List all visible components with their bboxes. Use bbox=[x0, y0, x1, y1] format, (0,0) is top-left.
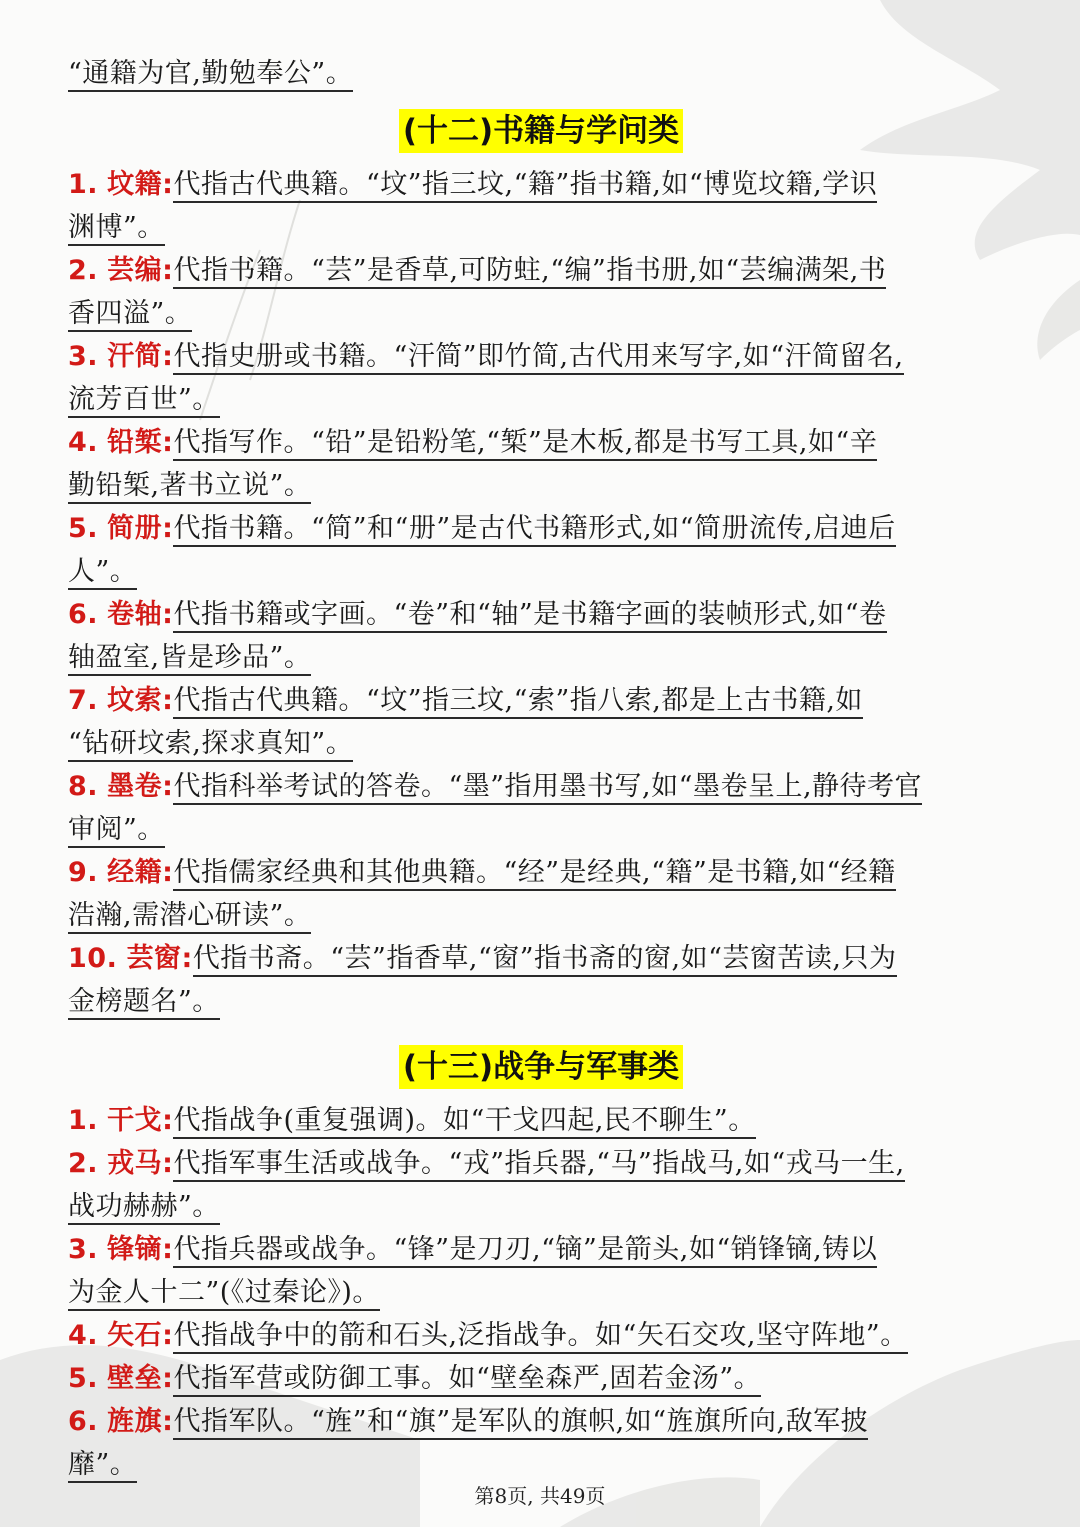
item-colon: : bbox=[162, 1320, 174, 1351]
list-item bbox=[68, 1400, 1014, 1486]
item-colon: : bbox=[162, 1105, 174, 1136]
list-item bbox=[68, 249, 1014, 335]
item-colon: : bbox=[162, 1363, 174, 1394]
item-definition-cont: 勤铅椠,著书立说”。 bbox=[68, 470, 311, 504]
list-item bbox=[68, 1357, 1014, 1400]
item-definition-cont: “钻研坟索,探求真知”。 bbox=[68, 728, 353, 762]
item-definition: 代指科举考试的答卷。“墨”指用墨书写,如“墨卷呈上,静待考官 bbox=[173, 771, 922, 805]
item-term: 坟索 bbox=[107, 685, 163, 716]
section-12-list bbox=[68, 163, 1014, 1023]
item-number: 9. bbox=[68, 857, 99, 888]
item-term: 简册 bbox=[107, 513, 163, 544]
item-term: 芸编 bbox=[107, 255, 163, 286]
item-number: 3. bbox=[68, 1234, 99, 1265]
list-item bbox=[68, 1142, 1014, 1228]
item-number: 4. bbox=[68, 427, 99, 458]
item-colon: : bbox=[162, 685, 174, 716]
list-item bbox=[68, 421, 1014, 507]
item-colon: : bbox=[162, 857, 174, 888]
item-definition: 代指兵器或战争。“锋”是刀刃,“镝”是箭头,如“销锋镝,铸以 bbox=[173, 1234, 877, 1268]
section-13-list bbox=[68, 1099, 1014, 1486]
item-colon: : bbox=[162, 1406, 174, 1437]
item-definition-cont: 战功赫赫”。 bbox=[68, 1191, 220, 1225]
item-definition-cont: 金榜题名”。 bbox=[68, 986, 220, 1020]
item-colon: : bbox=[181, 943, 193, 974]
item-definition-cont: 人”。 bbox=[68, 556, 137, 590]
item-term: 旌旗 bbox=[107, 1406, 163, 1437]
item-number: 1. bbox=[68, 1105, 99, 1136]
item-definition: 代指书籍。“芸”是香草,可防蛀,“编”指书册,如“芸编满架,书 bbox=[173, 255, 886, 289]
item-colon: : bbox=[162, 599, 174, 630]
item-term: 墨卷 bbox=[107, 771, 163, 802]
item-number: 3. bbox=[68, 341, 99, 372]
item-colon: : bbox=[162, 1148, 174, 1179]
item-number: 2. bbox=[68, 255, 99, 286]
item-number: 6. bbox=[68, 1406, 99, 1437]
list-item bbox=[68, 1314, 1014, 1357]
item-definition: 代指军队。“旌”和“旗”是军队的旗帜,如“旌旗所向,敌军披 bbox=[173, 1406, 868, 1440]
item-number: 5. bbox=[68, 1363, 99, 1394]
item-definition-cont: 为金人十二”(《过秦论》)。 bbox=[68, 1277, 380, 1311]
item-definition: 代指写作。“铅”是铅粉笔,“椠”是木板,都是书写工具,如“辛 bbox=[173, 427, 877, 461]
list-item bbox=[68, 593, 1014, 679]
section-13-heading bbox=[68, 1033, 1014, 1101]
item-term: 壁垒 bbox=[107, 1363, 163, 1394]
item-definition: 代指古代典籍。“坟”指三坟,“籍”指书籍,如“博览坟籍,学识 bbox=[173, 169, 877, 203]
list-item bbox=[68, 163, 1014, 249]
item-definition: 代指书籍。“简”和“册”是古代书籍形式,如“简册流传,启迪后 bbox=[173, 513, 895, 547]
item-definition-cont: 渊博”。 bbox=[68, 212, 165, 246]
item-number: 7. bbox=[68, 685, 99, 716]
item-colon: : bbox=[162, 169, 174, 200]
item-definition-cont: 轴盈室,皆是珍品”。 bbox=[68, 642, 311, 676]
list-item bbox=[68, 937, 1014, 1023]
item-definition-cont: 靡”。 bbox=[68, 1449, 137, 1483]
item-number: 8. bbox=[68, 771, 99, 802]
item-term: 卷轴 bbox=[107, 599, 163, 630]
section-12-title: (十二)书籍与学问类 bbox=[399, 109, 683, 153]
item-definition: 代指史册或书籍。“汗简”即竹简,古代用来写字,如“汗简留名, bbox=[173, 341, 903, 375]
item-definition: 代指军事生活或战争。“戎”指兵器,“马”指战马,如“戎马一生, bbox=[173, 1148, 904, 1182]
item-definition-cont: 审阅”。 bbox=[68, 814, 165, 848]
item-definition: 代指书籍或字画。“卷”和“轴”是书籍字画的装帧形式,如“卷 bbox=[173, 599, 886, 633]
list-item bbox=[68, 765, 1014, 851]
item-colon: : bbox=[162, 1234, 174, 1265]
list-item bbox=[68, 335, 1014, 421]
item-term: 干戈 bbox=[107, 1105, 163, 1136]
item-colon: : bbox=[162, 771, 174, 802]
item-term: 锋镝 bbox=[107, 1234, 163, 1265]
list-item bbox=[68, 679, 1014, 765]
item-definition: 代指军营或防御工事。如“壁垒森严,固若金汤”。 bbox=[173, 1363, 761, 1397]
list-item bbox=[68, 1228, 1014, 1314]
page-number-footer: 第8页, 共49页 bbox=[474, 1484, 606, 1508]
item-colon: : bbox=[162, 341, 174, 372]
item-definition-cont: 流芳百世”。 bbox=[68, 384, 220, 418]
intro-text: “通籍为官,勤勉奉公”。 bbox=[68, 58, 353, 92]
item-term: 经籍 bbox=[107, 857, 163, 888]
document-page bbox=[68, 52, 1014, 1486]
item-definition-cont: 香四溢”。 bbox=[68, 298, 192, 332]
item-definition-cont: 浩瀚,需潜心研读”。 bbox=[68, 900, 311, 934]
item-definition: 代指战争(重复强调)。如“干戈四起,民不聊生”。 bbox=[173, 1105, 755, 1139]
item-term: 芸窗 bbox=[126, 943, 182, 974]
item-definition: 代指古代典籍。“坟”指三坟,“索”指八索,都是上古书籍,如 bbox=[173, 685, 862, 719]
item-number: 6. bbox=[68, 599, 99, 630]
list-item bbox=[68, 851, 1014, 937]
item-term: 坟籍 bbox=[107, 169, 163, 200]
item-number: 5. bbox=[68, 513, 99, 544]
section-12-heading bbox=[68, 97, 1014, 165]
item-term: 矢石 bbox=[107, 1320, 163, 1351]
item-definition: 代指儒家经典和其他典籍。“经”是经典,“籍”是书籍,如“经籍 bbox=[173, 857, 895, 891]
section-13-title: (十三)战争与军事类 bbox=[399, 1045, 683, 1089]
item-number: 2. bbox=[68, 1148, 99, 1179]
item-term: 戎马 bbox=[107, 1148, 163, 1179]
item-number: 4. bbox=[68, 1320, 99, 1351]
item-definition: 代指战争中的箭和石头,泛指战争。如“矢石交攻,坚守阵地”。 bbox=[173, 1320, 907, 1354]
item-colon: : bbox=[162, 427, 174, 458]
item-colon: : bbox=[162, 255, 174, 286]
item-term: 铅椠 bbox=[107, 427, 163, 458]
intro-line bbox=[68, 52, 1014, 95]
item-term: 汗简 bbox=[107, 341, 163, 372]
item-colon: : bbox=[162, 513, 174, 544]
list-item bbox=[68, 507, 1014, 593]
item-number: 10. bbox=[68, 943, 118, 974]
list-item bbox=[68, 1099, 1014, 1142]
item-definition: 代指书斋。“芸”指香草,“窗”指书斋的窗,如“芸窗苦读,只为 bbox=[193, 943, 897, 977]
item-number: 1. bbox=[68, 169, 99, 200]
